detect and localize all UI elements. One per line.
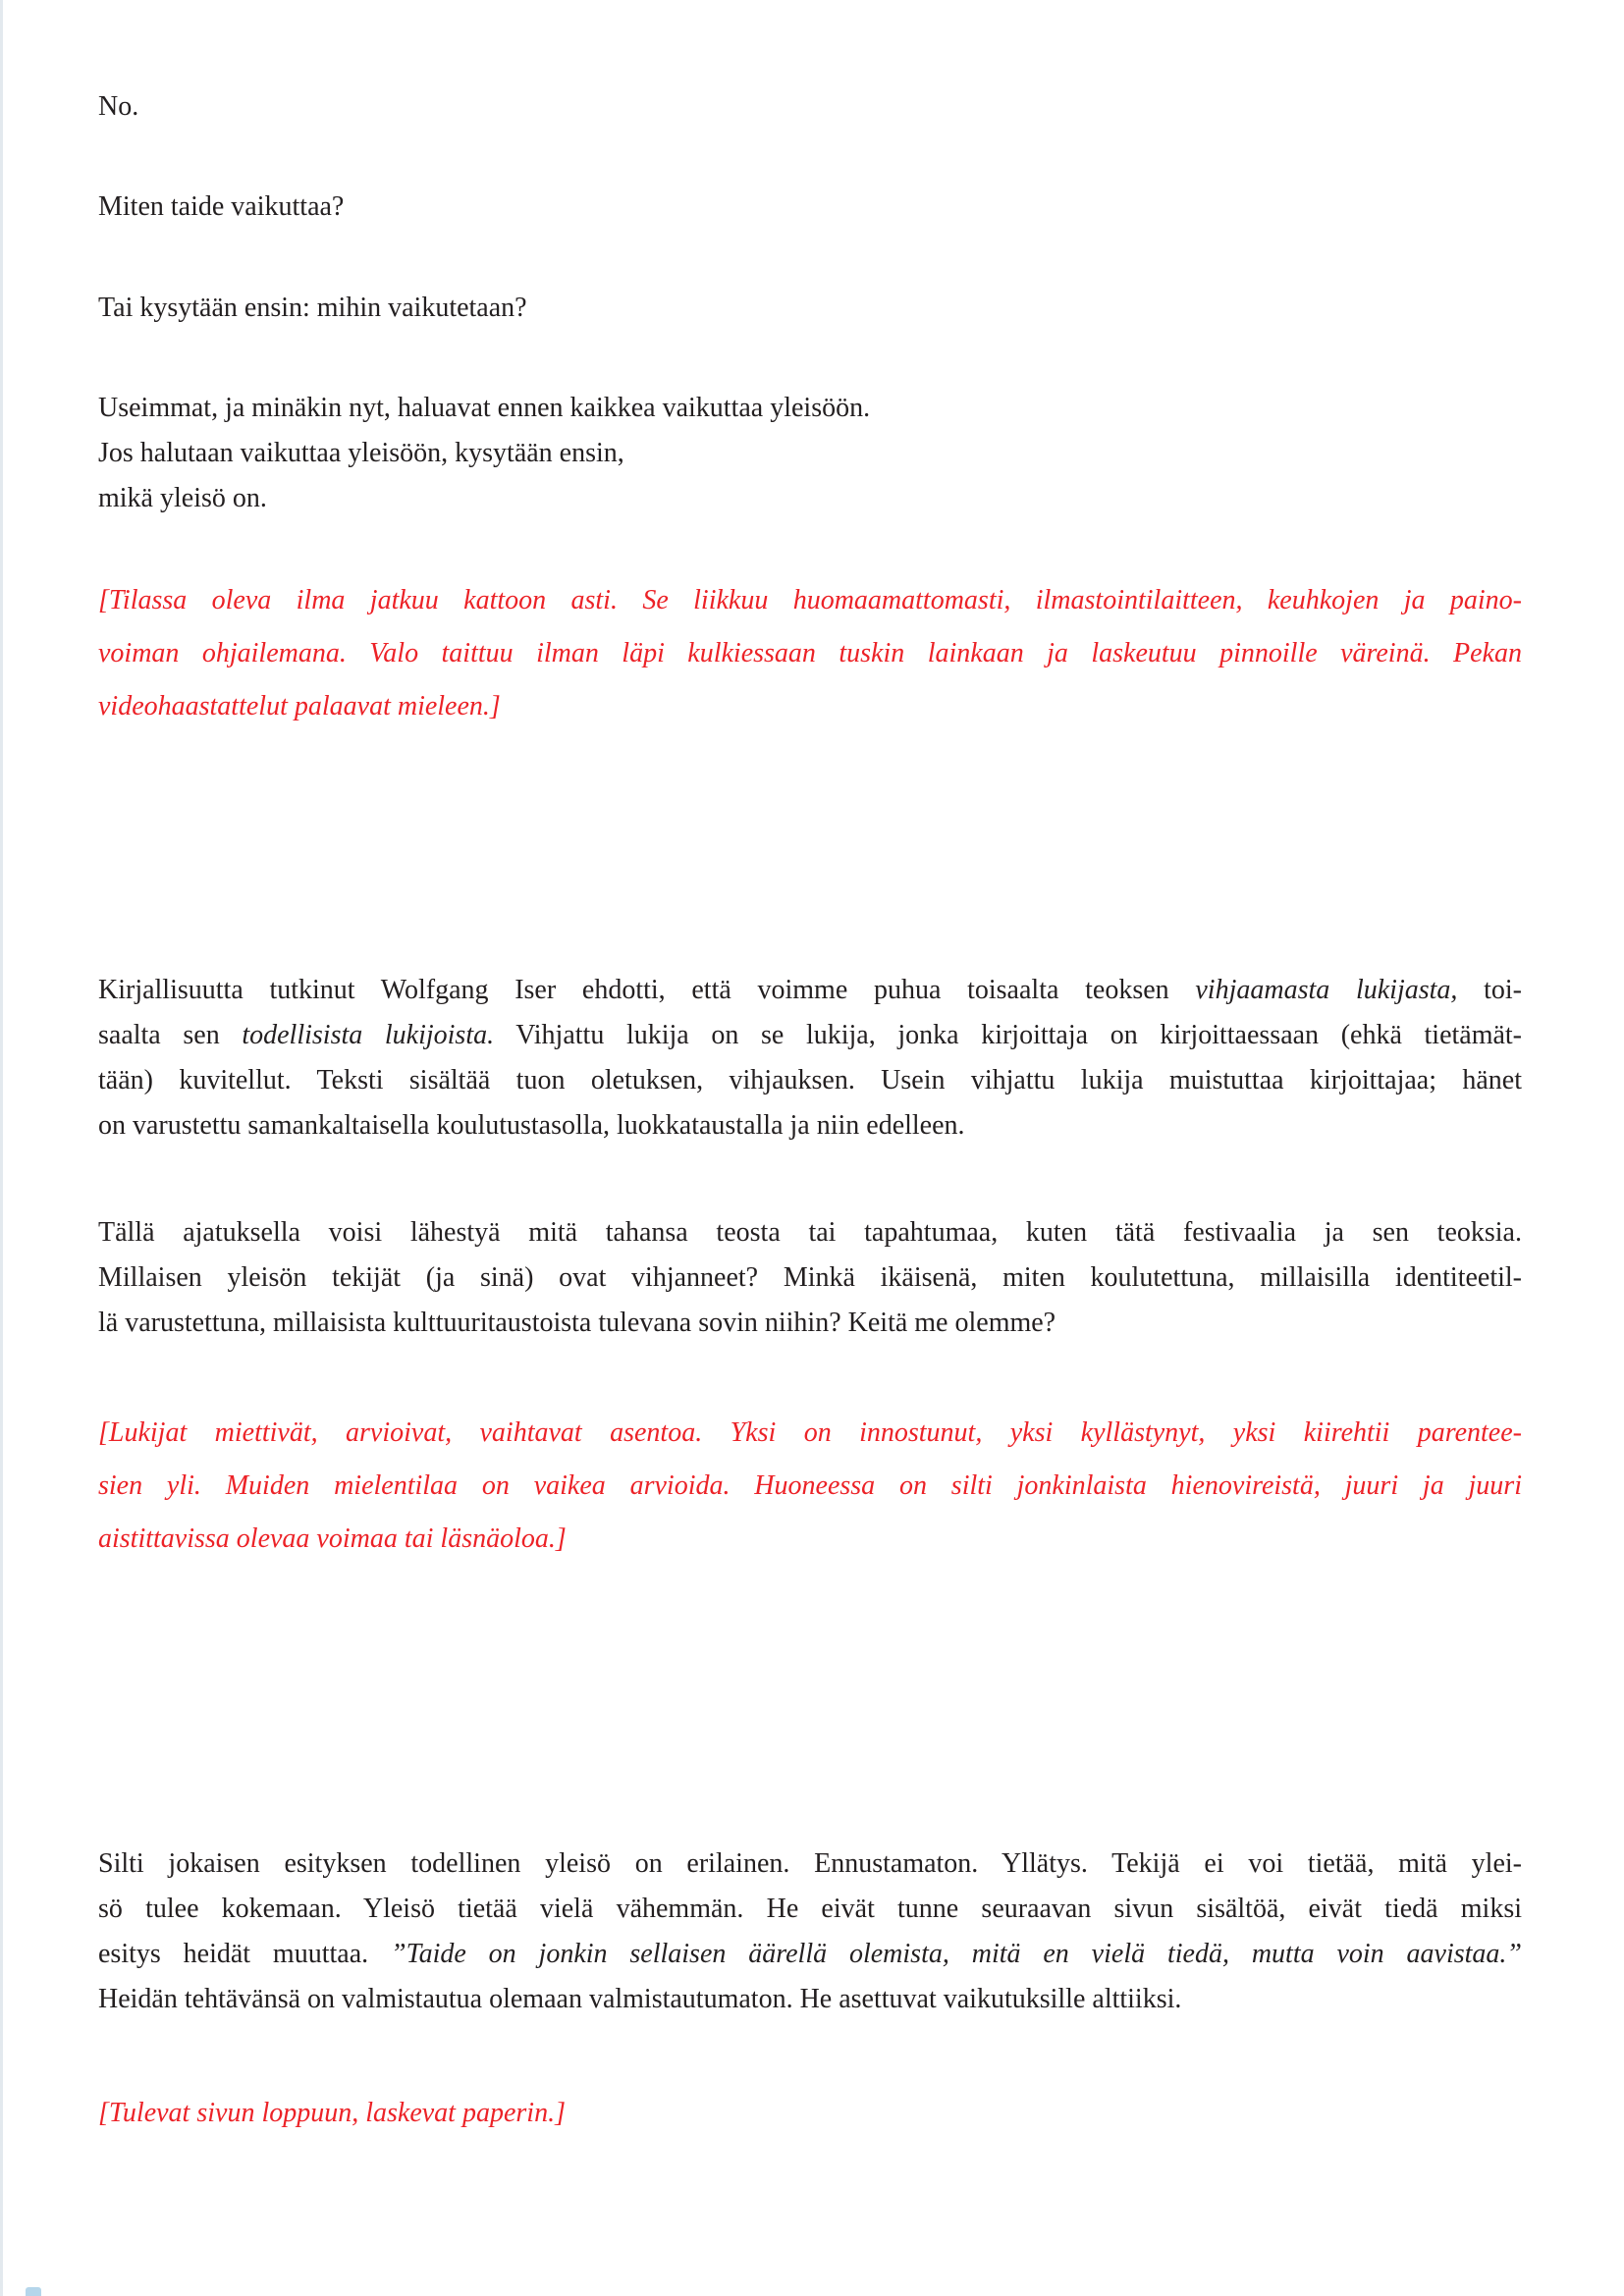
text-line (98, 1407, 1522, 1460)
text-segment: esitys heidät muuttaa. (98, 1939, 392, 1969)
paragraph-iser (98, 968, 1522, 1148)
text-segment: aistittavissa olevaa voimaa tai läsnäoloa.] (98, 1523, 567, 1554)
text-segment: videohaastattelut palaavat mieleen.] (98, 691, 501, 721)
text-segment: saalta sen (98, 1020, 243, 1050)
text-segment: Jos halutaan vaikuttaa yleisöön, kysytään ensin, (98, 438, 624, 468)
text-segment: Tai kysytään ensin: mihin vaikutetaan? (98, 293, 527, 323)
text-segment: sö tulee kokemaan. Yleisö tietää vielä vähemmän. He eivät tunne seuraavan sivun sisältöä, eivät tiedä miksi (98, 1894, 1522, 1924)
text-segment: voiman ohjailemana. Valo taittuu ilman läpi kulkiessaan tuskin lainkaan ja laskeutuu pinnoille väreinä. Pekan (98, 638, 1522, 668)
text-line (98, 968, 1522, 1013)
text-segment: Miten taide vaikuttaa? (98, 191, 345, 222)
text-line (98, 1013, 1522, 1058)
text-segment: mikä yleisö on. (98, 483, 267, 513)
text-line (98, 1058, 1522, 1103)
text-segment: sien yli. Muiden mielentilaa on vaikea arvioida. Huoneessa on silti jonkinlaista hienovireistä, juuri ja juuri (98, 1470, 1522, 1501)
text-segment: toi- (1457, 975, 1522, 1005)
text-line (98, 1460, 1522, 1513)
stage-direction-1 (98, 574, 1522, 733)
paragraph-festivaali (98, 1210, 1522, 1346)
text-segment: Silti jokaisen esityksen todellinen yleisö on erilainen. Ennustamaton. Yllätys. Tekijä ei voi tietää, mitä ylei- (98, 1848, 1522, 1879)
stage-direction-3 (98, 2087, 1522, 2140)
text-line (98, 574, 1522, 627)
text-line (98, 1513, 1522, 1566)
text-line (98, 627, 1522, 680)
text-line (98, 476, 1522, 521)
text-segment: Vihjattu lukija on se lukija, jonka kirjoittaja on kirjoittaessaan (ehkä tietämät- (494, 1020, 1523, 1050)
text-segment: [Tilassa oleva ilma jatkuu kattoon asti. Se liikkuu huomaamattomasti, ilmastointilaitteen, keuhkojen ja paino- (98, 585, 1522, 615)
text-segment: Millaisen yleisön tekijät (ja sinä) ovat vihjanneet? Minkä ikäisenä, miten koulutettuna, millaisilla identiteetil- (98, 1262, 1522, 1293)
text-line (98, 2087, 1522, 2140)
text-segment: on varustettu samankaltaisella koulutustasolla, luokkataustalla ja niin edelleen. (98, 1110, 965, 1141)
question-line-1 (98, 185, 1522, 230)
text-segment: Heidän tehtävänsä on valmistautua olemaan valmistautumaton. He asettuvat vaikutuksille alttiiksi. (98, 1984, 1182, 2014)
text-segment: [Tulevat sivun loppuun, laskevat paperin.] (98, 2098, 566, 2128)
text-segment: Kirjallisuutta tutkinut Wolfgang Iser ehdotti, että voimme puhua toisaalta teoksen (98, 975, 1196, 1005)
text-line (98, 286, 1522, 331)
text-line (98, 1301, 1522, 1346)
text-segment: [Lukijat miettivät, arvioivat, vaihtavat asentoa. Yksi on innostunut, yksi kyllästynyt, yksi kiirehtii parentee- (98, 1417, 1522, 1448)
text-line (98, 1842, 1522, 1887)
text-segment: Useimmat, ja minäkin nyt, haluavat ennen kaikkea vaikuttaa yleisöön. (98, 393, 871, 423)
text-line (98, 84, 1522, 130)
text-line (98, 185, 1522, 230)
paragraph-yleiso (98, 386, 1522, 521)
text-line (98, 1255, 1522, 1301)
text-line (98, 1103, 1522, 1148)
text-line (98, 1210, 1522, 1255)
text-line (98, 431, 1522, 476)
scan-corner-mark (26, 2287, 41, 2296)
text-line (98, 386, 1522, 431)
stage-direction-2 (98, 1407, 1522, 1566)
text-segment: Tällä ajatuksella voisi lähestyä mitä tahansa teosta tai tapahtumaa, kuten tätä festivaalia ja sen teoksia. (98, 1217, 1522, 1248)
text-segment: lä varustettuna, millaisista kulttuuritaustoista tulevana sovin niihin? Keitä me olemme? (98, 1308, 1056, 1338)
scan-edge-artifact (0, 0, 3, 2296)
question-line-2 (98, 286, 1522, 331)
text-line (98, 680, 1522, 733)
text-line (98, 1932, 1522, 1977)
text-segment: No. (98, 91, 139, 122)
paragraph-todellinen-yleiso (98, 1842, 1522, 2022)
text-line (98, 1887, 1522, 1932)
text-segment: tään) kuvitellut. Teksti sisältää tuon oletuksen, vihjauksen. Usein vihjattu lukija muistuttaa kirjoittajaa; hänet (98, 1065, 1522, 1095)
page-number-label (98, 84, 1522, 130)
emphasized-text-segment: ”Taide on jonkin sellaisen äärellä olemista, mitä en vielä tiedä, mutta voin aavistaa.” (391, 1939, 1523, 1969)
emphasized-text-segment: todellisista lukijoista. (242, 1020, 495, 1050)
text-line (98, 1977, 1522, 2022)
emphasized-text-segment: vihjaamasta lukijasta, (1195, 975, 1458, 1005)
